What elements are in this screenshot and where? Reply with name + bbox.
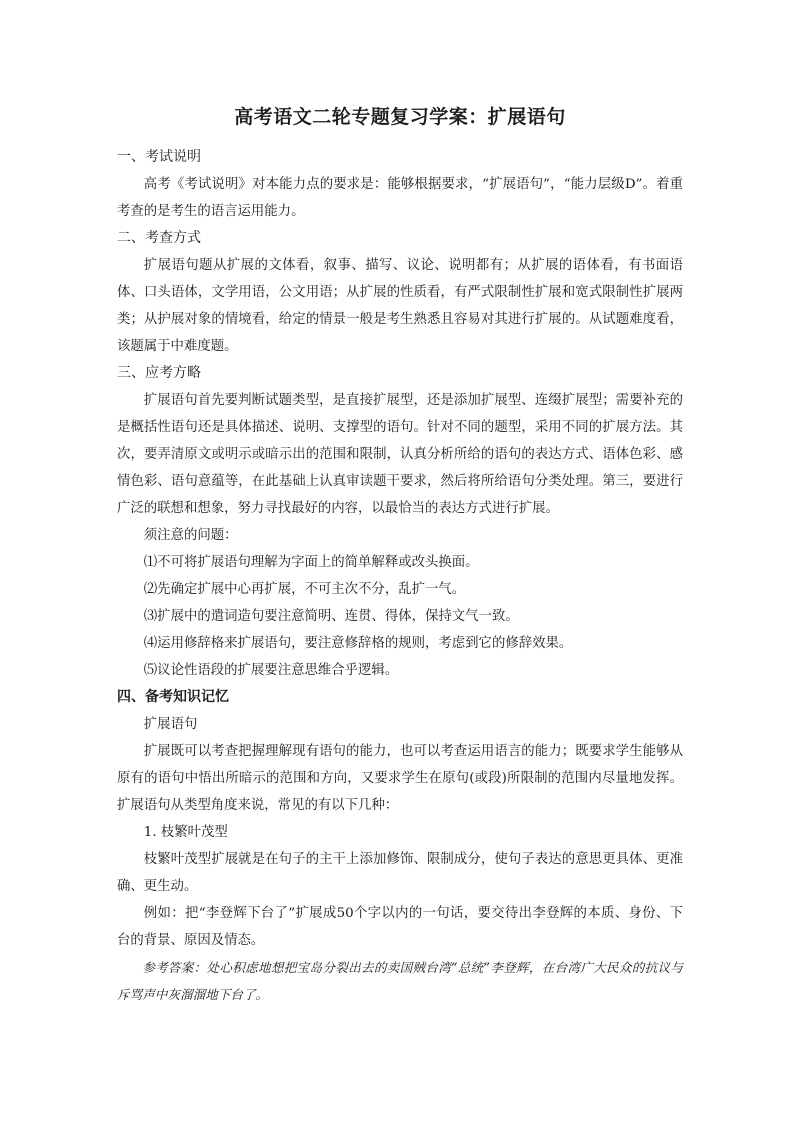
document-body	[117, 104, 683, 1008]
section-3-paragraph: 扩展语句首先要判断试题类型，是直接扩展型，还是添加扩展型、连缀扩展型；需要补充的是概括性语句还是具体描述、说明、支撑型的语句。针对不同的题型，采用不同的扩展方法。其次，要弄清原文或明示或暗示出的范围和限制，认真分析所给的语句的表达方式、语体色彩、感情色彩、语句意蕴等，在此基础上认真审读题干要求，然后将所给语句分类处理。第三，要进行广泛的联想和想象，努力寻找最好的内容，以最恰当的表达方式进行扩展。	[117, 393, 683, 516]
list-item: ⑵先确定扩展中心再扩展，不可主次不分，乱扩一气。	[143, 582, 466, 597]
subheading-expand-sentence: 扩展语句	[143, 717, 198, 732]
section-heading-1: 一、考试说明	[117, 149, 201, 165]
section-4-paragraph: 扩展既可以考查把握理解现有语句的能力，也可以考查运用语言的能力；既要求学生能够从原有的语句中悟出所暗示的范围和方向，又要求学生在原句(或段)所限制的范围内尽量地发挥。扩展语句从类型角度来说，常见的有以下几种：	[117, 744, 683, 813]
notes-intro: 须注意的问题：	[143, 528, 238, 543]
section-1-paragraph: 高考《考试说明》对本能力点的要求是：能够根据要求，“扩展语句”，“能力层级D”。着重考查的是考生的语言运用能力。	[117, 177, 683, 219]
example-question: 例如：把“李登辉下台了”扩展成50个字以内的一句话，要交待出李登辉的本质、身份、下台的背景、原因及情态。	[117, 906, 683, 948]
type-heading: 1. 枝繁叶茂型	[143, 825, 228, 840]
list-item: ⑴不可将扩展语句理解为字面上的简单解释或改头换面。	[143, 555, 479, 570]
section-heading-2: 二、考查方式	[117, 230, 201, 246]
section-heading-4: 四、备考知识记忆	[117, 689, 229, 705]
page-title: 高考语文二轮专题复习学案：扩展语句	[234, 106, 566, 128]
type-description: 枝繁叶茂型扩展就是在句子的主干上添加修饰、限制成分，使句子表达的意思更具体、更准确、更生动。	[117, 852, 683, 894]
list-item: ⑷运用修辞格来扩展语句，要注意修辞格的规则，考虑到它的修辞效果。	[143, 636, 573, 651]
reference-answer: 参考答案：处心积虑地想把宝岛分裂出去的卖国贼台湾“总统”李登辉，在台湾广大民众的抗议与斥骂声中灰溜溜地下台了。	[117, 960, 683, 1002]
section-2-paragraph: 扩展语句题从扩展的文体看，叙事、描写、议论、说明都有；从扩展的语体看，有书面语体、口头语体，文学用语，公文用语；从扩展的性质看，有严式限制性扩展和宽式限制性扩展两类；从护展对象的情境看，给定的情景一般是考生熟悉且容易对其进行扩展的。从试题难度看，该题属于中难度题。	[117, 258, 683, 354]
section-heading-3: 三、应考方略	[117, 365, 201, 381]
list-item: ⑸议论性语段的扩展要注意思维合乎逻辑。	[143, 663, 399, 678]
list-item: ⑶扩展中的遣词造句要注意简明、连贯、得体，保持文气一致。	[143, 609, 519, 624]
